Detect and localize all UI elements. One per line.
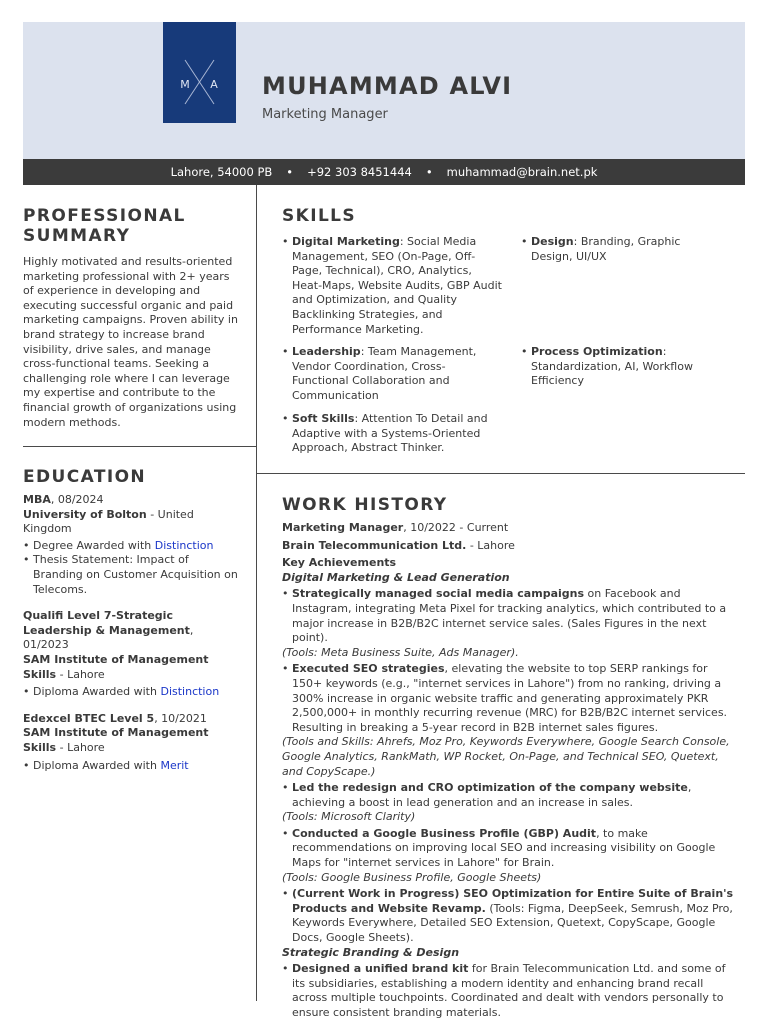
section-divider-right — [256, 473, 745, 474]
svg-text:M: M — [180, 78, 190, 91]
education-bullet: • Diploma Awarded with Distinction — [23, 685, 238, 700]
svg-text:A: A — [210, 78, 218, 91]
education-bullet: • Thesis Statement: Impact of Branding on Customer Acquisition on Telecoms. — [23, 553, 238, 597]
achievement-item: • Led the redesign and CRO optimization of the company website, achieving a boost in lead generation and an increase in sales. — [282, 781, 737, 810]
honor-distinction: Distinction — [160, 685, 220, 699]
tools-note: (Tools and Skills: Ahrefs, Moz Pro, Keywords Everywhere, Google Search Console, Google Analytics, RankMath, WP Rocket, On-Page, and Technical SEO, Quetext, and CopyScape.) — [282, 735, 730, 778]
key-achievements-label: Key Achievements — [282, 556, 397, 570]
achievement-item: • Conducted a Google Business Profile (GBP) Audit, to make recommendations on improving local SEO and increasing visibility on Google Maps for "internet services in Lahore" for Brain. — [282, 827, 737, 871]
education-bullet: • Diploma Awarded with Merit — [23, 759, 238, 774]
contact-phone[interactable]: +92 303 8451444 — [307, 165, 412, 179]
degree-date: , 10/2021 — [154, 711, 207, 725]
degree-date: , 08/2024 — [50, 493, 104, 506]
summary-heading: PROFESSIONAL SUMMARY — [23, 206, 186, 246]
monogram-logo-icon — [163, 22, 236, 123]
work-history-section — [282, 495, 737, 1021]
education-entry — [23, 609, 238, 700]
school-location: - Lahore — [56, 667, 105, 681]
tools-note: (Tools: Google Business Profile, Google Sheets) — [282, 870, 542, 884]
contact-separator: • — [425, 165, 433, 179]
skill-item: • Leadership: Team Management, Vendor Coordination, Cross-Functional Collaboration and Communication — [282, 345, 482, 403]
skills-heading: SKILLS — [282, 206, 357, 226]
resume-header — [23, 22, 745, 159]
job-header — [282, 521, 737, 536]
education-heading: EDUCATION — [23, 467, 147, 487]
achievement-item: • (Current Work in Progress) SEO Optimization for Entire Suite of Brain's Products and Website Revamp. (Tools: Figma, DeepSeek, Semrush, Moz Pro, Keywords Everywhere, Detailed SEO Extension, Quetext, CopyScape, Google Docs, Google Sheets). — [282, 887, 737, 945]
school-location: - Lahore — [56, 740, 105, 754]
achievement-item: • Executed SEO strategies, elevating the website to top SERP rankings for 150+ keywords (e.g., "internet services in Lahore") from no ranking, driving a 300% increase in organic website traffic and generating approximately PKR 2,500,000+ in monthly recurring revenue (MRC) for B2B/B2C internet services. Resulting in breaking a 5-year record in B2B internet sales figures. — [282, 662, 737, 735]
school-name: University of Bolton — [23, 507, 147, 521]
tools-note: (Tools: Meta Business Suite, Ads Manager). — [282, 645, 519, 659]
achievement-item: • Designed a unified brand kit for Brain Telecommunication Ltd. and some of its subsidiaries, establishing a modern identity and enhancing brand recall across multiple touchpoints. Coordinated and dealt with vendors personally to ensure consistent branding materials. — [282, 962, 737, 1020]
honor-distinction: Distinction — [154, 538, 214, 552]
summary-text: Highly motivated and results-oriented marketing professional with 2+ years of experience in developing and executing successful organic and paid marketing campaigns. Proven ability in brand strategy to increase brand visibility, drive sales, and manage cross-functional teams. Seeking a challenging role where I can leverage my expertise and contribute to the financial growth of organizations using modern methods. — [23, 255, 238, 429]
degree-name: MBA — [23, 493, 51, 506]
education-bullet: • Degree Awarded with Distinction — [23, 539, 238, 554]
summary-section — [23, 206, 238, 430]
company-location: - Lahore — [466, 538, 515, 552]
degree-name: Qualifi Level 7-Strategic Leadership & Management — [23, 609, 190, 637]
contact-bar — [23, 159, 745, 185]
school-location: - United Kingdom — [23, 507, 194, 536]
company-name: Brain Telecommunication Ltd. — [282, 538, 467, 552]
degree-date: , 01/2023 — [23, 623, 194, 652]
achievement-list — [282, 587, 737, 645]
skill-item: • Design: Branding, Graphic Design, UI/UX — [521, 235, 721, 264]
achievement-item: • Strategically managed social media campaigns on Facebook and Instagram, integrating Meta Pixel for tracking analytics, which contributed to a major increase in B2B/B2C internet service sales. (Sales Figures in the next point). — [282, 587, 737, 645]
degree-name: Edexcel BTEC Level 5 — [23, 711, 155, 725]
skill-item: • Soft Skills: Attention To Detail and Adaptive with a Systems-Oriented Approach, Abstract Thinker. — [282, 412, 492, 456]
school-name: SAM Institute of Management Skills — [23, 726, 209, 754]
tools-note: (Tools: Microsoft Clarity) — [282, 810, 416, 824]
work-heading: WORK HISTORY — [282, 495, 448, 515]
achievement-group-label: Digital Marketing & Lead Generation — [282, 570, 510, 584]
company-line — [282, 539, 737, 554]
honor-merit: Merit — [160, 758, 189, 772]
contact-email[interactable]: muhammad@brain.net.pk — [446, 165, 598, 179]
contact-separator: • — [286, 165, 294, 179]
column-divider — [256, 185, 257, 1001]
contact-address: Lahore, 54000 PB — [170, 165, 273, 179]
achievement-group-label: Strategic Branding & Design — [282, 945, 460, 959]
skill-item: • Process Optimization: Standardization, AI, Workflow Efficiency — [521, 345, 721, 389]
section-divider-left — [23, 446, 256, 447]
education-section — [23, 467, 238, 773]
candidate-title: Marketing Manager — [262, 107, 388, 122]
job-title: Marketing Manager — [282, 521, 404, 534]
education-entry — [23, 712, 238, 773]
education-entry — [23, 493, 238, 597]
monogram-logo — [163, 22, 236, 123]
school-name: SAM Institute of Management Skills — [23, 652, 209, 681]
job-dates: , 10/2022 - Current — [403, 521, 509, 534]
skills-section — [282, 206, 745, 455]
candidate-name: MUHAMMAD ALVI — [262, 72, 513, 100]
skill-item: • Digital Marketing: Social Media Management, SEO (On-Page, Off-Page, Technical), CRO, Analytics, Heat-Maps, Website Audits, GBP Audit and Optimization, and Quality Backlinking Strategies, and Performance Marketing. — [282, 235, 502, 337]
